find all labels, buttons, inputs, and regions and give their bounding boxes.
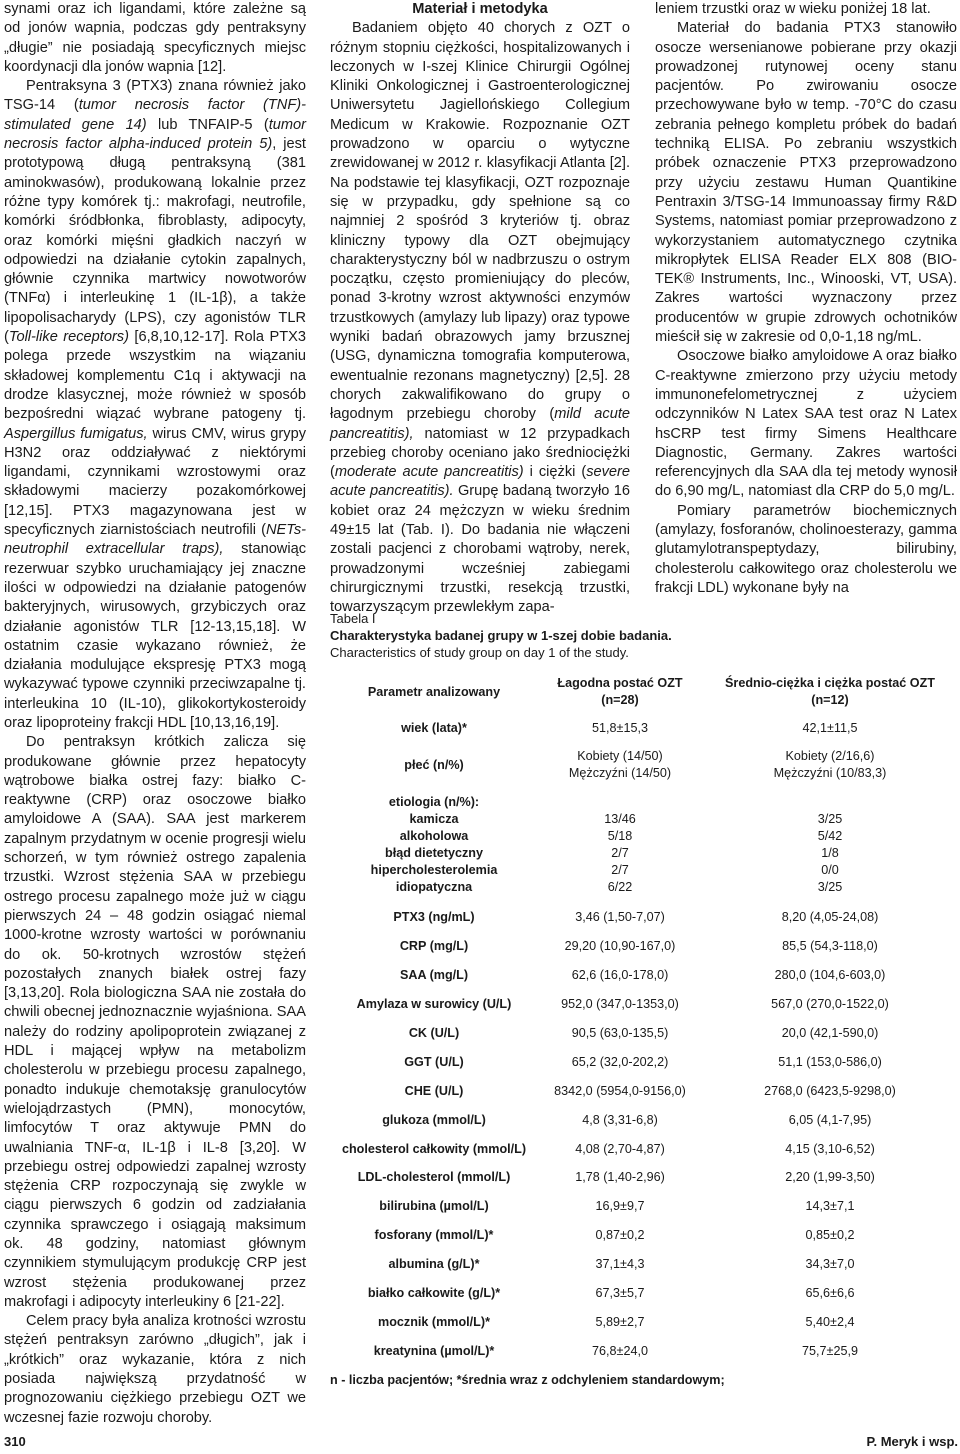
paragraph-ptx3: Pentraksyna 3 (PTX3) znana również jako TSG-14 (tumor necrosis factor (TNF)-stimulated gene 14) lub TNFAIP-5 (tumor necrosis factor alpha-induced protein 5), jest prototypową długą pentraksyną (381 aminokwasów), produkowaną lokalnie przez różne typy komórek tj.: makrofagi, neutrofile, komórki śródbłonka, fibroblasty, adipocyty, oraz komórki mięśni gładkich naczyń w odpowiedzi na działanie cytokin zapalnych, głównie czynnika martwicy nowotworów (TNFα) i interleukinę 1 (IL-1β), a także lipopolisacharydy (LPS), czy agonistów TLR (Toll-like receptors) [6,8,10,12-17]. Rola PTX3 polega przede wszystkim na wiązaniu składowej komplementu C1q i aktywacji na drodze klasycznej, może również w sposób bezpośredni wiązać wybrane patogeny tj. Aspergillus fumigatus, wirus CMV, wirus grypy H3N2 oraz oddziaływać z niektórymi ligandami, czynnikami wzrostowymi oraz składowymi macierzy pozakomórkowej [12,15]. PTX3 magazynowana jest w specyficznych ziarnistościach neutrofili (NETs-neutrophil extracellular traps), stanowiąc rezerwuar szybko uruchamiający jej znaczne ilości w odpowiedzi na działanie patogenów bakteryjnych, wirusowych, grzybiczych oraz działanie agonistów TLR [12-13,15,18]. W ostatnim czasie wykazano również, że działania modulujące ekspresję PTX3 mogą wykazywać typowe czynniki przeciwzapalne tj. interleukina 10 (IL-10), glikokortykosteroidy oraz lipoproteiny frakcji HDL [10,13,16,19]. bbox=[4, 78, 307, 731]
table-row: cholesterol całkowity (mmol/L) 4,08 (2,70-4,87) 4,15 (3,10-6,52) bbox=[341, 1141, 875, 1156]
table-row: albumina (g/L)* 37,1±4,3 34,3±7,0 bbox=[388, 1257, 855, 1272]
table-row-etiology: etiologia (n/%): kamicza alkoholowa błąd dietetyczny hipercholesterolemia idiopatyczna 13/46 5/18 2/7 2/7 6/22 3/25 5/42 1/8 0/0 3/25 bbox=[370, 795, 843, 894]
paragraph: synami oraz ich ligandami, które zależne są od jonów wapnia, podczas gdy pentraksyny „długie” nie posiadają specyficznych miejsc koordynacji dla jonów wapnia [12]. bbox=[4, 1, 306, 75]
paragraph-ptx3-material: Materiał do badania PTX3 stanowiło osocze wersenianowe pobierane przy okazji prowadzonej rutynowej oceny stanu pacjentów. Po zwirowaniu osocze przechowywane było w temp. -70°C do czasu zebrania pełnego kompletu próbek do badań techniką ELISA. Po zebraniu wszystkich próbek oznaczenie PTX3 przeprowadzono przy użyciu zestawu Human Quantikine Pentraxin 3/TSG-14 Immunoassay firmy R&D Systems, natomiast pomiar przeprowadzono z wykorzystaniem automatycznego czytnika mikropłytek ELISA Reader ELX 808 (BIO-TEK® Instruments, Inc., Winooski, VT, USA). Zakres wartości wyznaczony przez producentów w grupie zdrowych ochotników mieścił się w zakresie od 0,0-1,18 ng/mL. bbox=[655, 20, 957, 346]
paragraph: leniem trzustki oraz w wieku poniżej 18 lat. bbox=[655, 1, 931, 17]
paragraph-aim: Celem pracy była analiza krotności wzrostu stężeń pentraksyn zarówno „długich”, jak i „krótkich” oraz wykazanie, która z nich posiada największą przydatność w prognozowaniu ciężkiego przebiegu OZT we wczesnej fazie rozwoju choroby. bbox=[4, 1313, 306, 1426]
text-column-right bbox=[655, 0, 957, 598]
running-author: P. Meryk i wsp. bbox=[866, 1434, 958, 1449]
column-header-mild: Łagodna postać OZT (n=28) bbox=[557, 676, 683, 707]
table-row: CHE (U/L) 8342,0 (5954,0-9156,0) 2768,0 (6423,5-9298,0) bbox=[404, 1083, 896, 1098]
paragraph-short-pentraxins: Do pentraksyn krótkich zalicza się produkowane głównie przez hepatocyty wątrobowe białka ostrej fazy: białko C-reaktywne (CRP) oraz osoczowe białko amyloidowe A (SAA). SAA jest markerem zapalnym przydatnym w ocenie progresji wielu schorzeń, w tym również ostrego zapalenia trzustki. Wzrost stężenia SAA w przebiegu ostrego procesu zapalnego może już w ciągu pierwszych 24 – 48 godzin osiągać niemal 1000-krotne wzrosty wartości w porównaniu do ok. 50-krotnych wzrostów stężeń pozostałych znanych białek ostrej fazy [3,13,20]. Rola biologiczna SAA nie została do chwili obecnej jednoznacznie wyjaśniona. SAA należy do rodziny apolipoprotein związanej z HDL i mającej wpływ na metabolizm cholesterolu w przebiegu procesu zapalnego, ponadto indukuje chemotaksję granulocytów wielojądrzastych (PMN), monocytów, limfocytów T oraz aktywuje PMN do uwalniania TNF-α, IL-1β i IL-8 [3,20]. W przebiegu ostrej odpowiedzi zapalnej wzrosty stężenia CRP rozpoczynają się zwykle w ciągu pierwszych 6 godzin od zadziałania czynnika sprawczego i osiągają maksimum ok. 48 godziny, natomiast głównym czynnikiem stymulującym produkcję CRP jest wzrost stężenia produkowanej przez makrofagi i adipocyty interleukiny 6 [21-22]. bbox=[4, 734, 306, 1310]
table-row: płeć (n/%) Kobiety (14/50) Mężczyźni (14/50) Kobiety (2/16,6) Mężczyźni (10/83,3) bbox=[404, 749, 887, 780]
table-row: fosforany (mmol/L)* 0,87±0,2 0,85±0,2 bbox=[374, 1228, 855, 1243]
text-column-left bbox=[4, 0, 306, 1428]
table-footnote: n - liczba pacjentów; *średnia wraz z odchyleniem standardowym; bbox=[330, 1373, 725, 1388]
table-header-row bbox=[330, 671, 958, 713]
column-header-severe: Średnio-ciężka i ciężka postać OZT (n=12) bbox=[725, 676, 935, 707]
table-row: GGT (U/L) 65,2 (32,0-202,2) 51,1 (153,0-586,0) bbox=[404, 1054, 882, 1069]
paragraph-biochem: Pomiary parametrów biochemicznych (amylazy, fosforanów, cholinoesterazy, gamma glutamylotranspeptydazy, bilirubiny, cholesterolu całkowitego oraz cholesterolu we frakcji LDL) wykonane były na bbox=[655, 502, 957, 596]
table-title-english: Characteristics of study group on day 1 of the study. bbox=[330, 645, 629, 660]
table-row: SAA (mg/L) 62,6 (16,0-178,0) 280,0 (104,6-603,0) bbox=[399, 968, 886, 983]
table-title: Charakterystyka badanej grupy w 1-szej dobie badania. bbox=[330, 628, 672, 643]
table-row: Amylaza w surowicy (U/L) 952,0 (347,0-1353,0) 567,0 (270,0-1522,0) bbox=[356, 997, 889, 1012]
table-row: białko całkowite (g/L)* 67,3±5,7 65,6±6,6 bbox=[367, 1286, 855, 1301]
page-number: 310 bbox=[4, 1434, 26, 1449]
text-column-middle bbox=[330, 0, 630, 618]
table-row: kreatynina (µmol/L)* 76,8±24,0 75,7±25,9 bbox=[373, 1343, 858, 1358]
table-row: LDL-cholesterol (mmol/L) 1,78 (1,40-2,96) 2,20 (1,99-3,50) bbox=[357, 1170, 875, 1185]
table-label: Tabela I bbox=[330, 611, 376, 626]
data-table bbox=[330, 671, 958, 1365]
table-row: CK (U/L) 90,5 (63,0-135,5) 20,0 (42,1-590,0) bbox=[408, 1026, 879, 1040]
paragraph-methods: Badaniem objęto 40 chorych z OZT o różnym stopniu ciężkości, hospitalizowanych i leczonych w I-szej Klinice Chirurgii Ogólnej Kliniki Onkologicznej i Gastroenterologicznej Uniwersytetu Jagiellońskiego Collegium Medicum w Krakowie. Rozpoznanie OZT prowadzono w oparciu o wytyczne zrewidowanej w 2012 r. klasyfikacji Atlanta [2]. Na podstawie tej klasyfikacji, OZT rozpoznaje się w przypadku, gdy spełnione są co najmniej 2 spośród 3 kryteriów tj. obraz kliniczny typowy dla OZT obejmujący charakterystyczny ból w nadbrzuszu o ostrym początku, często promieniujący do pleców, ponad 3-krotny wzrost aktywności enzymów trzustkowych (amylazy lub lipazy) oraz typowe wyniki badań obrazowych jamy brzusznej (USG, dynamiczna tomografia komputerowa, ewentualnie rezonans magnetyczny) [2,5]. 28 chorych zakwalifikowano do grupy o łagodnym przebiegu choroby (mild acute pancreatitis), natomiast w 12 przypadkach przebieg choroby oceniano jako średniociężki (moderate acute pancreatitis) i ciężki (severe acute pancreatitis). Grupę badaną tworzyło 16 kobiet oraz 24 mężczyzn w wieku średnim 49±15 lat (Tab. I). Do badania nie włączeni zostali pacjenci z chorobami wątroby, nerek, prowadzonymi wcześniej zabiegami chirurgicznymi trzustki, resekcją trzustki, towarzyszącym przewlekłym zapa- bbox=[330, 20, 630, 616]
table-block bbox=[330, 610, 958, 1387]
column-header-param: Parametr analizowany bbox=[367, 684, 501, 699]
paragraph-saa-crp-method: Osoczowe białko amyloidowe A oraz białko C-reaktywne zmierzono przy użyciu metody immunonefelometrycznej z użyciem odczynników N Latex SAA test oraz N Latex hsCRP test firmy Simens Healthcare Diagnostic, Germany. Zakres wartości referencyjnych dla SAA dla tej metody wynosił do 6,90 mg/L, natomiast dla CRP do 5,0 mg/L. bbox=[655, 348, 957, 500]
table-row: glukoza (mmol/L) 4,8 (3,31-6,8) 6,05 (4,1-7,95) bbox=[382, 1112, 872, 1127]
table-row: wiek (lata)* 51,8±15,3 42,1±11,5 bbox=[401, 721, 858, 735]
section-heading: Materiał i metodyka bbox=[412, 1, 548, 17]
table-row: PTX3 (ng/mL) 3,46 (1,50-7,07) 8,20 (4,05-24,08) bbox=[393, 910, 879, 925]
table-row: CRP (mg/L) 29,20 (10,90-167,0) 85,5 (54,3-118,0) bbox=[399, 939, 878, 954]
lab-rows bbox=[330, 903, 958, 1365]
table-row: bilirubina (µmol/L) 16,9±9,7 14,3±7,1 bbox=[379, 1199, 855, 1214]
table-row: mocznik (mmol/L)* 5,89±2,7 5,40±2,4 bbox=[378, 1314, 855, 1329]
